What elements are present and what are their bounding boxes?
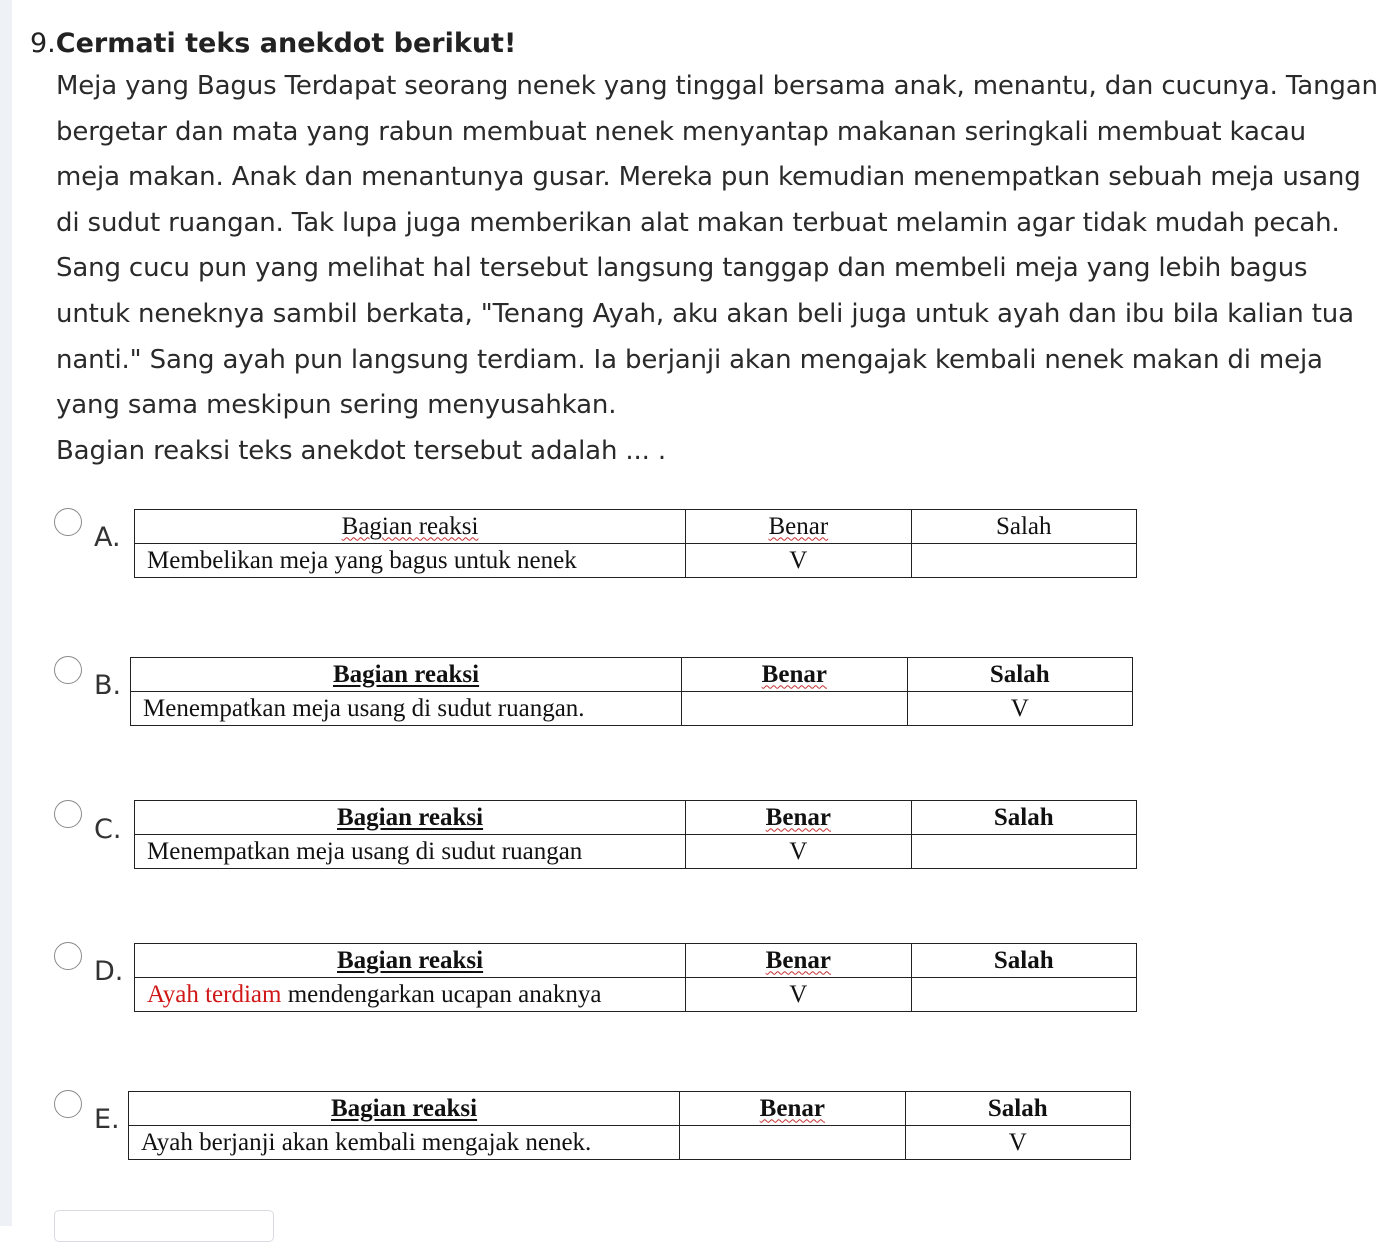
option-table bbox=[134, 800, 1137, 869]
header-bagian-reaksi: Bagian reaksi bbox=[341, 512, 479, 540]
table-row bbox=[135, 544, 1137, 578]
row-text: Membelikan meja yang bagus untuk nenek bbox=[135, 544, 686, 578]
question-line: bergetar dan mata yang rabun membuat nenek menyantap makanan seringkali membuat kacau bbox=[56, 116, 1306, 147]
question-line: untuk neneknya sambil berkata, "Tenang Ayah, aku akan beli juga untuk ayah dan ibu bila kalian tua bbox=[56, 298, 1354, 329]
option-letter: D. bbox=[94, 956, 124, 987]
table-header-row bbox=[135, 801, 1137, 835]
question-line: di sudut ruangan. Tak lupa juga memberikan alat makan terbuat melamin agar tidak mudah pecah. bbox=[56, 207, 1340, 238]
header-benar: Benar bbox=[761, 660, 827, 688]
option-letter: A. bbox=[94, 522, 121, 553]
option-c[interactable] bbox=[54, 800, 1154, 900]
salah-mark bbox=[911, 978, 1136, 1012]
next-button[interactable] bbox=[54, 1210, 274, 1242]
header-bagian-reaksi: Bagian reaksi bbox=[337, 803, 484, 831]
table-header-row bbox=[129, 1092, 1131, 1126]
row-text-rest: mendengarkan ucapan anaknya bbox=[281, 980, 602, 1008]
row-text: Menempatkan meja usang di sudut ruangan. bbox=[131, 692, 682, 726]
question-line: nanti." Sang ayah pun langsung terdiam. Ia berjanji akan mengajak kembali nenek makan di meja bbox=[56, 344, 1323, 375]
question-header bbox=[30, 24, 1400, 64]
option-table bbox=[134, 943, 1137, 1012]
header-bagian-reaksi: Bagian reaksi bbox=[331, 1094, 478, 1122]
option-a[interactable] bbox=[54, 508, 1154, 608]
option-table bbox=[130, 657, 1133, 726]
option-letter: E. bbox=[94, 1104, 120, 1135]
radio-button-b[interactable] bbox=[54, 656, 82, 684]
benar-mark: V bbox=[686, 978, 911, 1012]
table-header-row bbox=[135, 944, 1137, 978]
benar-mark: V bbox=[686, 544, 911, 578]
salah-mark bbox=[911, 835, 1136, 869]
table-row bbox=[129, 1126, 1131, 1160]
header-benar: Benar bbox=[765, 803, 831, 831]
option-d[interactable] bbox=[54, 942, 1154, 1042]
question-prompt: Bagian reaksi teks anekdot tersebut adalah ... . bbox=[56, 435, 666, 466]
option-letter: B. bbox=[94, 670, 122, 701]
salah-mark: V bbox=[907, 692, 1132, 726]
header-benar: Benar bbox=[765, 946, 831, 974]
left-gutter bbox=[0, 0, 12, 1226]
row-text: Menempatkan meja usang di sudut ruangan bbox=[135, 835, 686, 869]
header-bagian-reaksi: Bagian reaksi bbox=[337, 946, 484, 974]
question-number: 9. bbox=[30, 28, 56, 59]
radio-button-d[interactable] bbox=[54, 942, 82, 970]
header-benar: Benar bbox=[759, 1094, 825, 1122]
question-line: meja makan. Anak dan menantunya gusar. Mereka pun kemudian menempatkan sebuah meja usang bbox=[56, 162, 1361, 193]
question-line: Meja yang Bagus Terdapat seorang nenek yang tinggal bersama anak, menantu, dan cucunya. Tangan bbox=[56, 71, 1378, 101]
row-text: Ayah berjanji akan kembali mengajak nenek. bbox=[129, 1126, 680, 1160]
table-row bbox=[131, 692, 1133, 726]
benar-mark bbox=[682, 692, 907, 726]
header-bagian-reaksi: Bagian reaksi bbox=[333, 660, 480, 688]
table-header-row bbox=[131, 658, 1133, 692]
header-benar: Benar bbox=[768, 512, 829, 540]
radio-button-a[interactable] bbox=[54, 508, 82, 536]
header-salah: Salah bbox=[905, 1092, 1130, 1126]
header-salah: Salah bbox=[911, 944, 1136, 978]
header-salah: Salah bbox=[911, 801, 1136, 835]
option-table bbox=[128, 1091, 1131, 1160]
question-title: Cermati teks anekdot berikut! bbox=[55, 28, 517, 59]
row-text-highlight: Ayah terdiam bbox=[147, 980, 282, 1008]
table-header-row bbox=[135, 510, 1137, 544]
question-block bbox=[30, 24, 1400, 474]
table-row bbox=[135, 978, 1137, 1012]
option-e[interactable] bbox=[54, 1090, 1154, 1190]
benar-mark: V bbox=[686, 835, 911, 869]
row-text bbox=[135, 978, 686, 1012]
option-letter: C. bbox=[94, 814, 122, 845]
question-line: Sang cucu pun yang melihat hal tersebut langsung tanggap dan membeli meja yang lebih bagus bbox=[56, 253, 1308, 284]
header-salah: Salah bbox=[911, 510, 1136, 544]
radio-button-c[interactable] bbox=[54, 800, 82, 828]
benar-mark bbox=[680, 1126, 905, 1160]
option-table bbox=[134, 509, 1137, 578]
salah-mark bbox=[911, 544, 1136, 578]
radio-button-e[interactable] bbox=[54, 1090, 82, 1118]
question-line: yang sama meskipun sering menyusahkan. bbox=[56, 390, 617, 421]
salah-mark: V bbox=[905, 1126, 1130, 1160]
header-salah: Salah bbox=[907, 658, 1132, 692]
option-b[interactable] bbox=[54, 656, 1154, 756]
question-text bbox=[56, 64, 1400, 474]
table-row bbox=[135, 835, 1137, 869]
